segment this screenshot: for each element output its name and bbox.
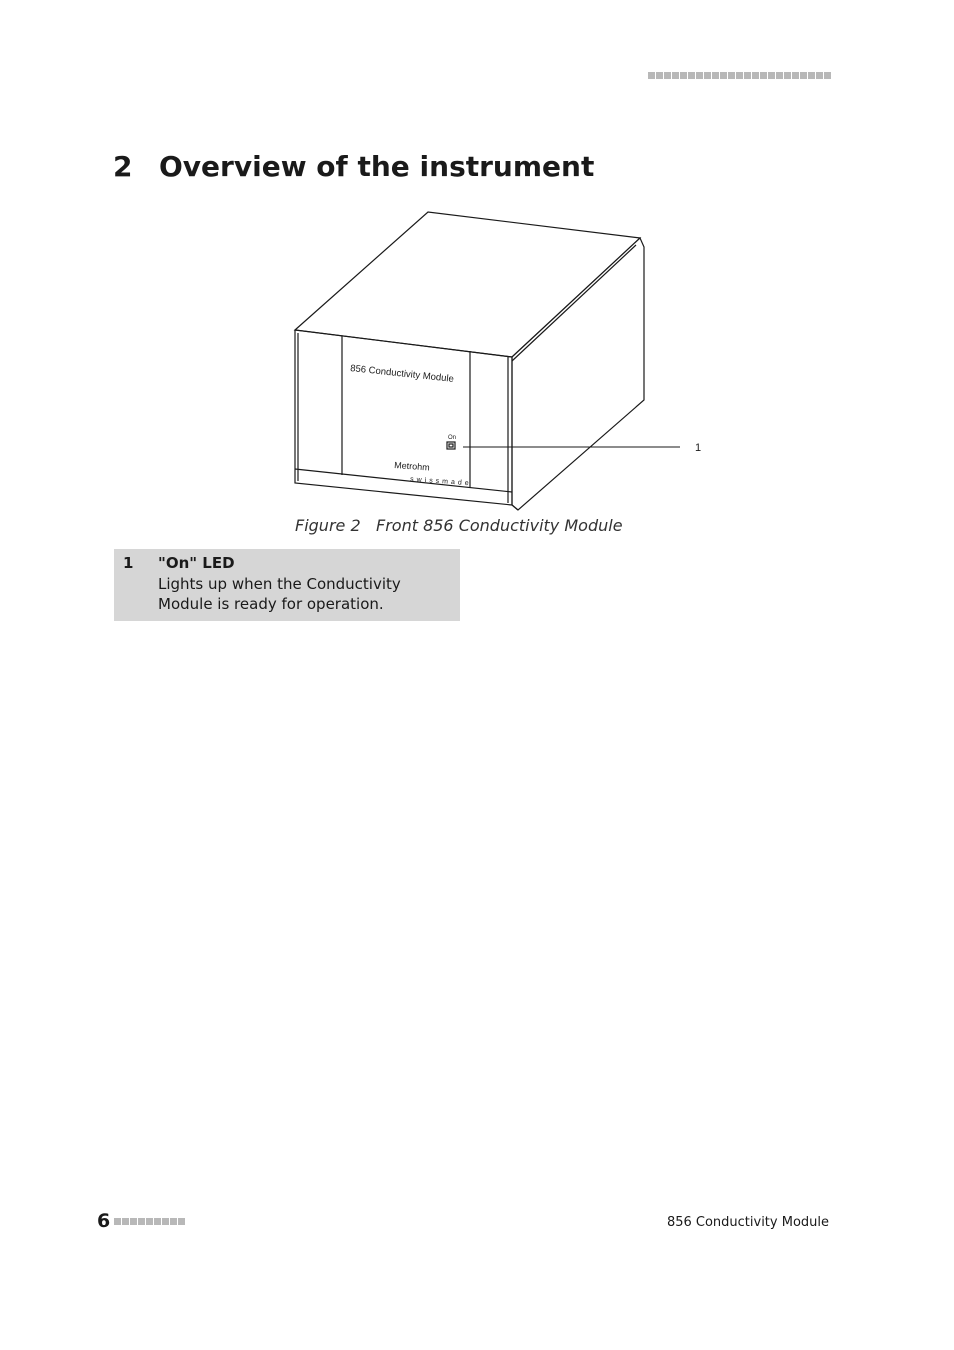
legend-number: 1: [123, 554, 134, 572]
caption-text: Front 856 Conductivity Module: [376, 516, 623, 535]
legend-description: Lights up when the Conductivity Module is ready for operation.: [158, 575, 401, 613]
page-number: 6: [97, 1210, 111, 1232]
led-label: On: [448, 435, 457, 441]
brand-logo: Metrohm: [393, 460, 430, 473]
brand-tagline: swissmade: [409, 476, 472, 488]
footer-doc-title: 856 Conductivity Module: [666, 1215, 829, 1230]
chapter-number: 2: [113, 150, 133, 183]
header-decoration: [648, 72, 831, 79]
legend-title: "On" LED: [158, 554, 235, 572]
figure-caption: [295, 516, 623, 535]
chapter-title: [113, 150, 594, 183]
chapter-heading: Overview of the instrument: [159, 150, 595, 183]
legend-item: [114, 549, 460, 621]
callout-number: 1: [695, 442, 702, 454]
footer-decoration: [114, 1218, 185, 1225]
device-label: 856 Conductivity Module: [349, 363, 455, 385]
instrument-figure: [280, 205, 720, 515]
caption-label: Figure 2: [295, 516, 361, 535]
